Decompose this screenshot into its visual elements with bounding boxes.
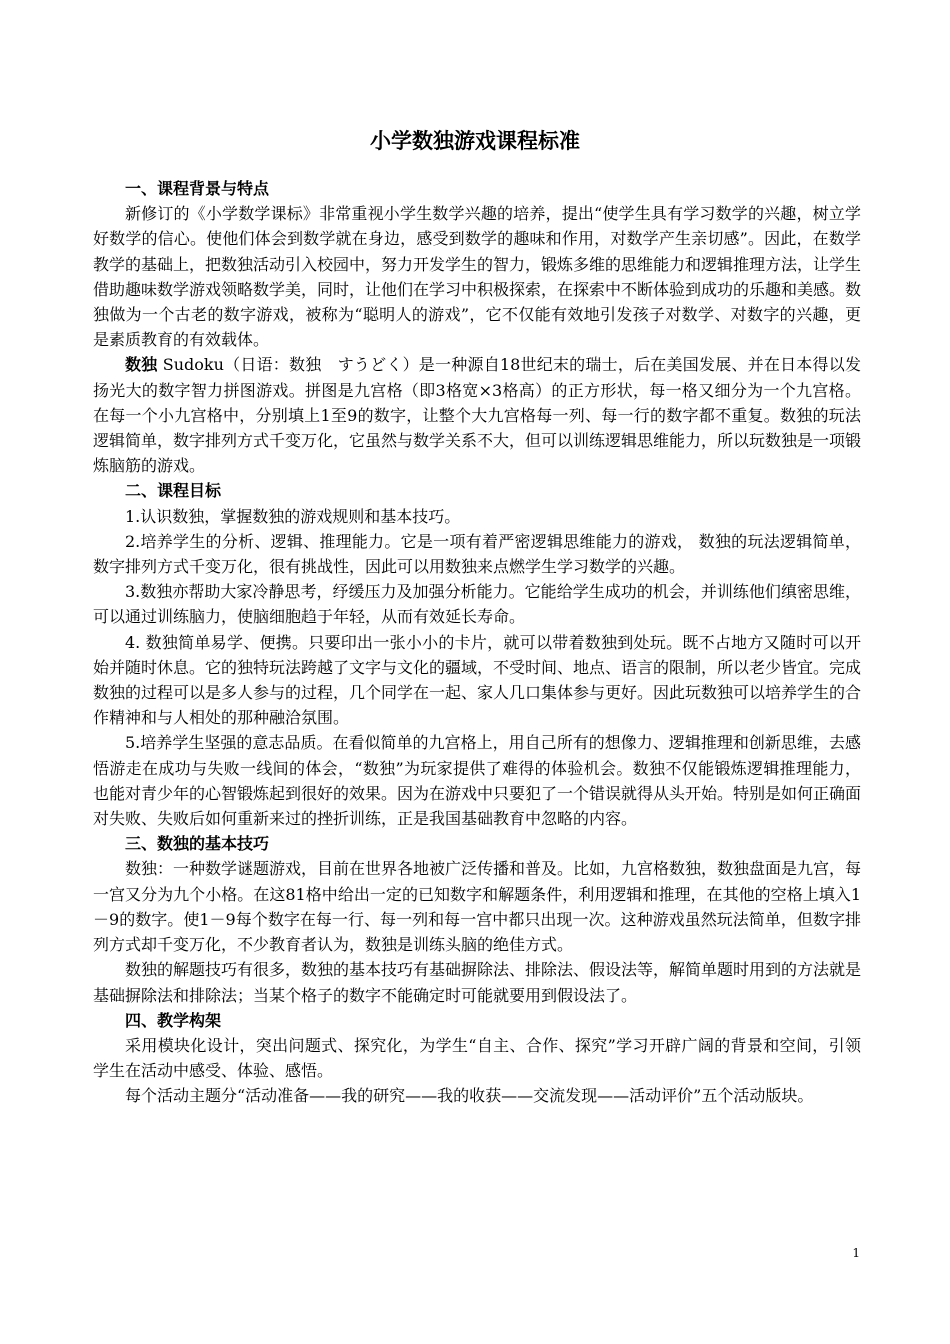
paragraph: 数独的解题技巧有很多，数独的基本技巧有基础摒除法、排除法、假设法等，解简单题时用到的方法就是基础摒除法和排除法；当某个格子的数字不能确定时可能就要用到假设法了。 [93, 960, 862, 1005]
section-heading-background: 一、课程背景与特点 [125, 179, 270, 198]
goal-item-4: 4. 数独简单易学、便携。只要印出一张小小的卡片，就可以带着数独到处玩。既不占地方又随时可以开始并随时休息。它的独特玩法跨越了文字与文化的疆域，不受时间、地点、语言的限制，所以老少皆宜。完成数独的过程可以是多人参与的过程，几个同学在一起、家人几口集体参与更好。因此玩数独可以培养学生的合作精神和与人相处的那种融洽氛围。 [93, 632, 862, 728]
goal-item-3: 3.数独亦帮助大家冷静思考，纾缓压力及加强分析能力。它能给学生成功的机会，并训练他们缜密思维，可以通过训练脑力，使脑细胞趋于年轻，从而有效延长寿命。 [93, 582, 861, 627]
goal-item-5: 5.培养学生坚强的意志品质。在看似简单的九宫格上，用自己所有的想像力、逻辑推理和创新思维，去感悟游走在成功与失败一线间的体会，“数独”为玩家提供了难得的体验机会。数独不仅能锻炼逻辑推理能力，也能对青少年的心智锻炼起到很好的效果。因为在游戏中只要犯了一个错误就得从头开始。特别是如何正确面对失败、失败后如何重新来过的挫折训练，正是我国基础教育中忽略的内容。 [93, 733, 862, 829]
paragraph: 新修订的《小学数学课标》非常重视小学生数学兴趣的培养，提出“使学生具有学习数学的兴趣，树立学好数学的信心。使他们体会到数学就在身边，感受到数学的趣味和作用，对数学产生亲切感”。因此，在数学教学的基础上，把数独活动引入校园中，努力开发学生的智力，锻炼多维的思维能力和逻辑推理方法，让学生借助趣味数学游戏领略数学美，同时，让他们在学习中积极探索，在探索中不断体验到成功的乐趣和美感。数独做为一个古老的数字游戏，被称为“聪明人的游戏”，它不仅能有效地引发孩子对数学、对数字的兴趣，更是素质教育的有效载体。 [93, 204, 862, 350]
paragraph: 采用模块化设计，突出问题式、探究化，为学生“自主、合作、探究”学习开辟广阔的背景和空间，引领学生在活动中感受、体验、感悟。 [93, 1035, 861, 1081]
goal-item-2: 2.培养学生的分析、逻辑、推理能力。它是一项有着严密逻辑思维能力的游戏， 数独的玩法逻辑简单，数字排列方式千变万化，很有挑战性，因此可以用数独来点燃学生学习数学的兴趣。 [93, 531, 861, 577]
sudoku-lead-term: 数独 [125, 355, 158, 375]
section-heading-goals: 二、课程目标 [125, 481, 222, 501]
paragraph: 数独：一种数学谜题游戏，目前在世界各地被广泛传播和普及。比如，九宫格数独，数独盘面是九宫，每一宫又分为九个小格。在这81格中给出一定的已知数字和解题条件，利用逻辑和推理，在其他的空格上填入1－9的数字。使1－9每个数字在每一行、每一列和每一宫中都只出现一次。这种游戏虽然玩法简单，但数字排列方式却千变万化，不少教育者认为，数独是训练头脑的绝佳方式。 [93, 859, 862, 955]
sudoku-intro-text: Sudoku（日语：数独 すうどく）是一种源自18世纪末的瑞士，后在美国发展、并在日本得以发扬光大的数字智力拼图游戏。拼图是九宫格（即3格宽×3格高）的正方形状，每一格又细分为一个九宫格。在每一个小九宫格中，分别填上1至9的数字，让整个大九宫格每一列、每一行的数字都不重复。数独的玩法逻辑简单，数字排列方式千变万化，它虽然与数学关系不大，但可以训练逻辑思维能力，所以玩数独是一项锻炼脑筋的游戏。 [93, 355, 862, 476]
page-number: 1 [852, 1246, 860, 1260]
paragraph-sudoku-intro [93, 352, 861, 478]
goal-item-1: 1.认识数独，掌握数独的游戏规则和基本技巧。 [125, 506, 461, 526]
document-body [93, 176, 861, 1109]
document-title: 小学数独游戏课程标准 [370, 129, 580, 153]
section-heading-skills: 三、数独的基本技巧 [125, 834, 270, 854]
paragraph: 每个活动主题分“活动准备——我的研究——我的收获——交流发现——活动评价”五个活动版块。 [125, 1086, 814, 1106]
section-heading-framework: 四、教学构架 [125, 1010, 222, 1030]
